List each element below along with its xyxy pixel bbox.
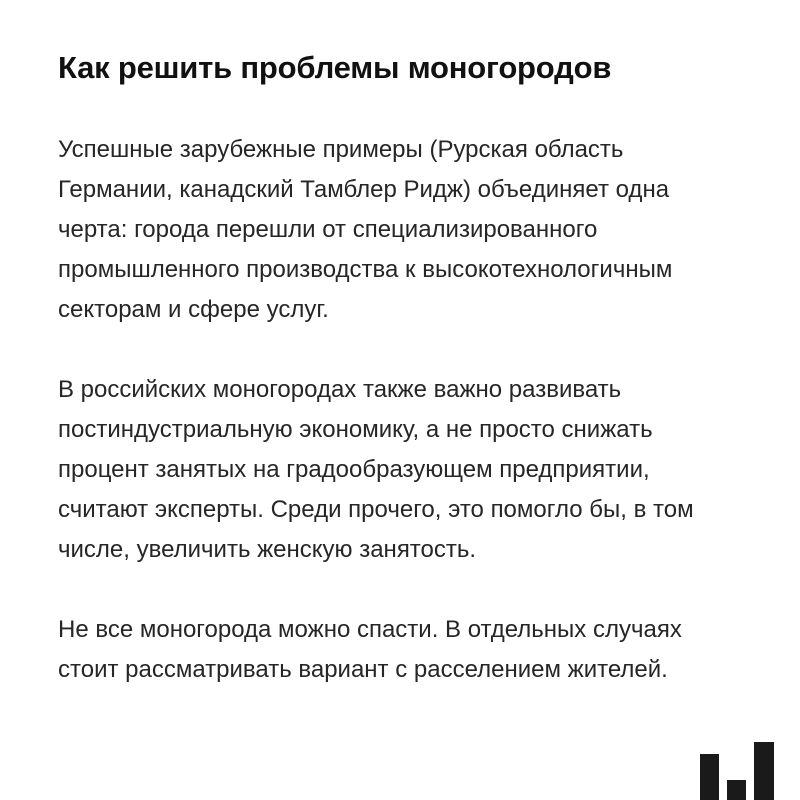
logo-bar-3 <box>754 742 774 800</box>
article-body <box>58 130 742 690</box>
logo-bar-2 <box>727 780 746 800</box>
article-title: Как решить проблемы моногородов <box>58 50 612 85</box>
article-paragraph-1: Успешные зарубежные примеры (Рурская область Германии, канадский Тамблер Ридж) объединяет одна черта: города перешли от специализированного промышленного производства к высокотехнологичным секторам и сфере услуг. <box>58 136 673 323</box>
article-paragraph-3: Не все моногорода можно спасти. В отдельных случаях стоит рассматривать вариант с расселением жителей. <box>58 616 682 683</box>
article-paragraph-2: В российских моногородах также важно развивать постиндустриальную экономику, а не просто снижать процент занятых на градообразующем предприятии, считают эксперты. Среди прочего, это помогло бы, в том числе, увеличить женскую занятость. <box>58 376 694 563</box>
bar-chart-logo-icon <box>700 742 774 800</box>
logo-bar-1 <box>700 754 719 800</box>
